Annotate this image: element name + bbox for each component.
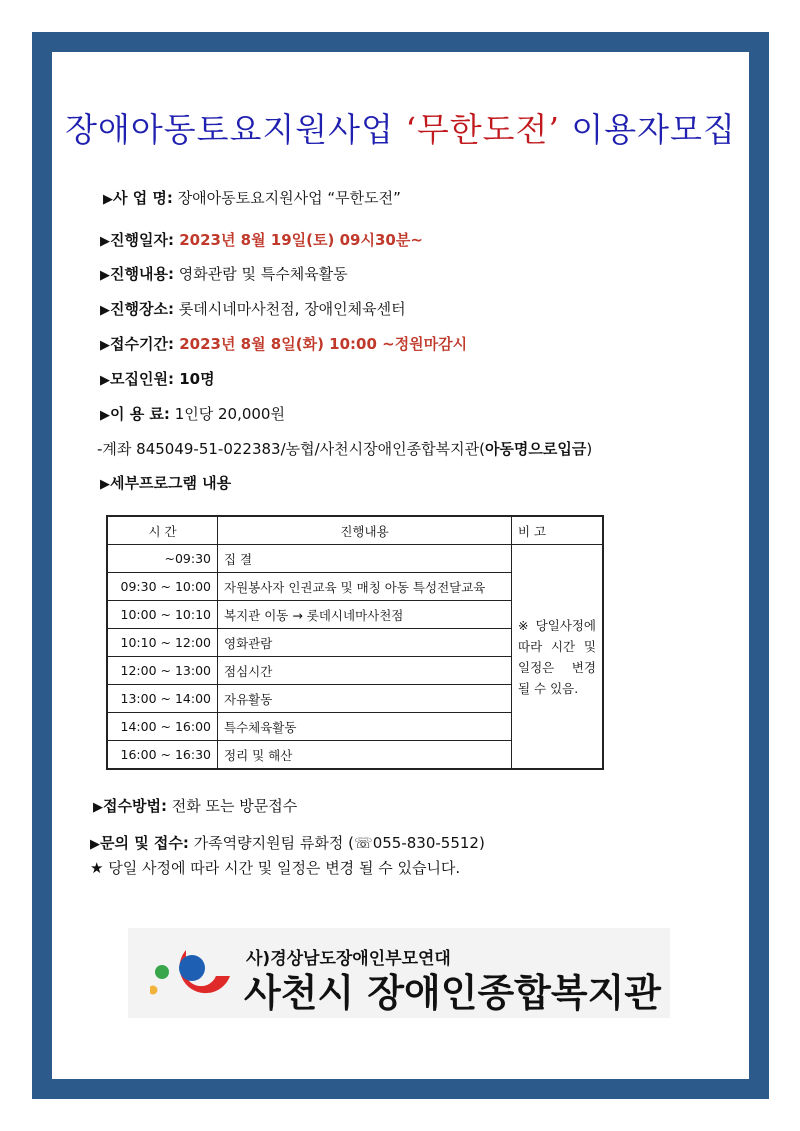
title-program-name: ‘무한도전’ — [405, 110, 560, 149]
row-place: ▶진행장소: 롯데시네마사천점, 장애인체육센터 — [100, 300, 406, 318]
header-content: 진행내용 — [218, 516, 512, 545]
table-row: 14:00 ~ 16:00 특수체육활동 — [107, 713, 603, 741]
row-method: ▶접수방법: 전화 또는 방문접수 — [93, 797, 298, 815]
row-project-name: ▶사 업 명: 장애아동토요지원사업 “무한도전” — [103, 189, 401, 207]
bullet-icon: ▶ — [90, 837, 100, 852]
table-row: 13:00 ~ 14:00 자유활동 — [107, 685, 603, 713]
row-date: ▶진행일자: 2023년 8월 19일(토) 09시30분~ — [100, 231, 423, 249]
table-row: 10:10 ~ 12:00 영화관람 — [107, 629, 603, 657]
row-account: -계좌 845049-51-022383/농협/사천시장애인종합복지관(아동명으로입금) — [97, 440, 593, 458]
schedule-table — [106, 515, 604, 770]
bullet-icon: ▶ — [100, 234, 110, 249]
row-notice: ★ 당일 사정에 따라 시간 및 일정은 변경 될 수 있습니다. — [90, 859, 461, 877]
logo-organization-name: 사천시 장애인종합복지관 — [244, 971, 662, 1015]
header-time: 시 간 — [107, 516, 218, 545]
title-part3: 이용자모집 — [559, 110, 736, 149]
header-note: 비 고 — [512, 516, 604, 545]
bullet-icon: ▶ — [100, 373, 110, 388]
bullet-icon: ▶ — [100, 338, 110, 353]
logo-subtitle: 사)경상남도장애인부모연대 — [246, 949, 451, 969]
row-program-heading: ▶세부프로그램 내용 — [100, 474, 232, 492]
row-recruit: ▶모집인원: 10명 — [100, 370, 215, 388]
row-content: ▶진행내용: 영화관람 및 특수체육활동 — [100, 265, 348, 283]
bullet-icon: ▶ — [100, 408, 110, 423]
page-title — [52, 104, 749, 151]
table-header-row — [107, 516, 603, 545]
bullet-icon: ▶ — [100, 303, 110, 318]
bullet-icon: ▶ — [100, 268, 110, 283]
row-fee: ▶이 용 료: 1인당 20,000원 — [100, 405, 285, 423]
table-row: 16:00 ~ 16:30 정리 및 해산 — [107, 741, 603, 770]
bullet-icon: ▶ — [103, 192, 113, 207]
table-row: 12:00 ~ 13:00 점심시간 — [107, 657, 603, 685]
schedule-note: ※당일사정에 따라 시간 및 일정은 변경 될 수 있음. — [512, 545, 604, 770]
table-row: 09:30 ~ 10:00 자원봉사자 인권교육 및 매칭 아동 특성전달교육 — [107, 573, 603, 601]
row-period: ▶접수기간: 2023년 8월 8일(화) 10:00 ~정원마감시 — [100, 335, 468, 353]
row-contact: ▶문의 및 접수: 가족역량지원팀 류화정 (☏055-830-5512) — [90, 834, 485, 852]
table-row: 10:00 ~ 10:10 복지관 이동 → 롯데시네마사천점 — [107, 601, 603, 629]
table-row: ~09:30 집 결 ※당일사정에 따라 시간 및 일정은 변경 될 수 있음. — [107, 545, 603, 573]
title-part1: 장애아동토요지원사업 — [65, 110, 406, 149]
logo-mark-icon — [150, 942, 240, 1004]
bullet-icon: ▶ — [93, 800, 103, 815]
bullet-icon: ▶ — [100, 477, 110, 492]
